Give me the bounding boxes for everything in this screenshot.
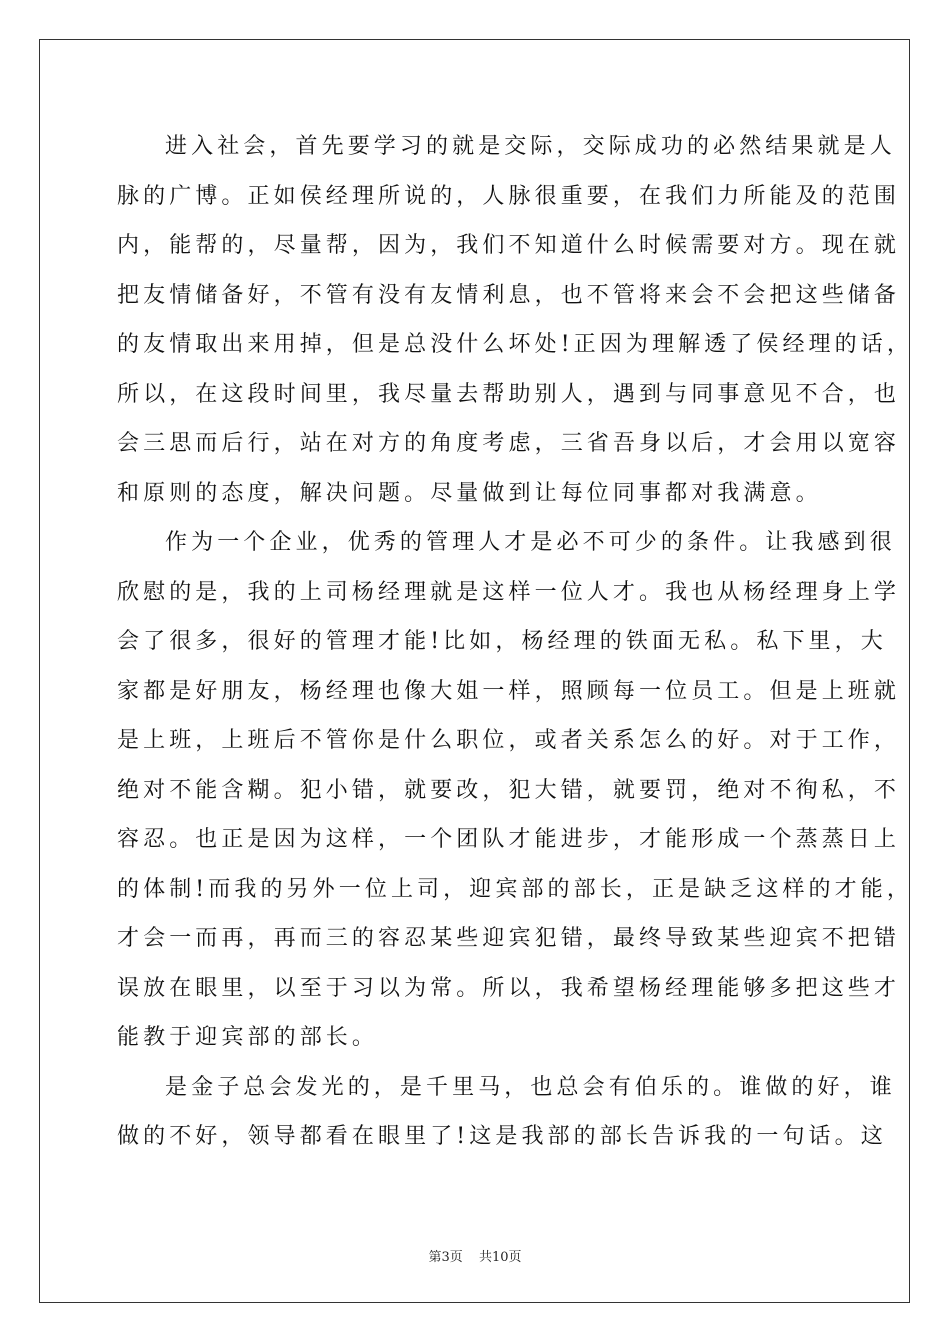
text-line: 作为一个企业，优秀的管理人才是必不可少的条件。让我感到很 bbox=[165, 530, 896, 555]
text-line: 容忍。也正是因为这样，一个团队才能进步，才能形成一个蒸蒸日上 bbox=[117, 827, 901, 852]
text-line: 欣慰的是，我的上司杨经理就是这样一位人才。我也从杨经理身上学 bbox=[117, 579, 901, 605]
text-line: 绝对不能含糊。犯小错，就要改，犯大错，就要罚，绝对不徇私，不 bbox=[117, 777, 901, 803]
page-footer bbox=[0, 1246, 950, 1265]
document-body bbox=[117, 122, 913, 1162]
text-line: 能教于迎宾部的部长。 bbox=[117, 1025, 379, 1050]
text-line: 进入社会，首先要学习的就是交际，交际成功的必然结果就是人 bbox=[165, 134, 896, 159]
text-line: 和原则的态度，解决问题。尽量做到让每位同事都对我满意。 bbox=[117, 480, 822, 506]
text-line: 会了很多，很好的管理才能!比如，杨经理的铁面无私。私下里，大 bbox=[117, 629, 887, 654]
text-line: 会三思而后行，站在对方的角度考虑，三省吾身以后，才会用以宽容 bbox=[117, 431, 901, 456]
text-line: 的体制!而我的另外一位上司，迎宾部的部长，正是缺乏这样的才能， bbox=[117, 876, 913, 902]
text-line: 是金子总会发光的，是千里马，也总会有伯乐的。谁做的好，谁 bbox=[165, 1074, 896, 1100]
text-line: 做的不好，领导都看在眼里了!这是我部的部长告诉我的一句话。这 bbox=[117, 1124, 887, 1149]
text-line: 家都是好朋友，杨经理也像大姐一样，照顾每一位员工。但是上班就 bbox=[117, 678, 901, 704]
text-line: 误放在眼里，以至于习以为常。所以，我希望杨经理能够多把这些才 bbox=[117, 975, 901, 1001]
page-total: 共10页 bbox=[478, 1250, 522, 1265]
text-line: 才会一而再，再而三的容忍某些迎宾犯错，最终导致某些迎宾不把错 bbox=[117, 926, 901, 951]
text-line: 是上班，上班后不管你是什么职位，或者关系怎么的好。对于工作， bbox=[117, 728, 901, 753]
text-line: 的友情取出来用掉，但是总没什么坏处!正因为理解透了侯经理的话， bbox=[117, 332, 913, 357]
text-line: 内，能帮的，尽量帮，因为，我们不知道什么时候需要对方。现在就 bbox=[117, 233, 901, 258]
text-line: 所以，在这段时间里，我尽量去帮助别人，遇到与同事意见不合，也 bbox=[117, 381, 901, 407]
text-line: 脉的广博。正如侯经理所说的，人脉很重要，在我们力所能及的范围 bbox=[117, 183, 901, 209]
page-number: 第3页 bbox=[428, 1250, 463, 1265]
text-line: 把友情储备好，不管有没有友情利息，也不管将来会不会把这些储备 bbox=[117, 282, 901, 308]
